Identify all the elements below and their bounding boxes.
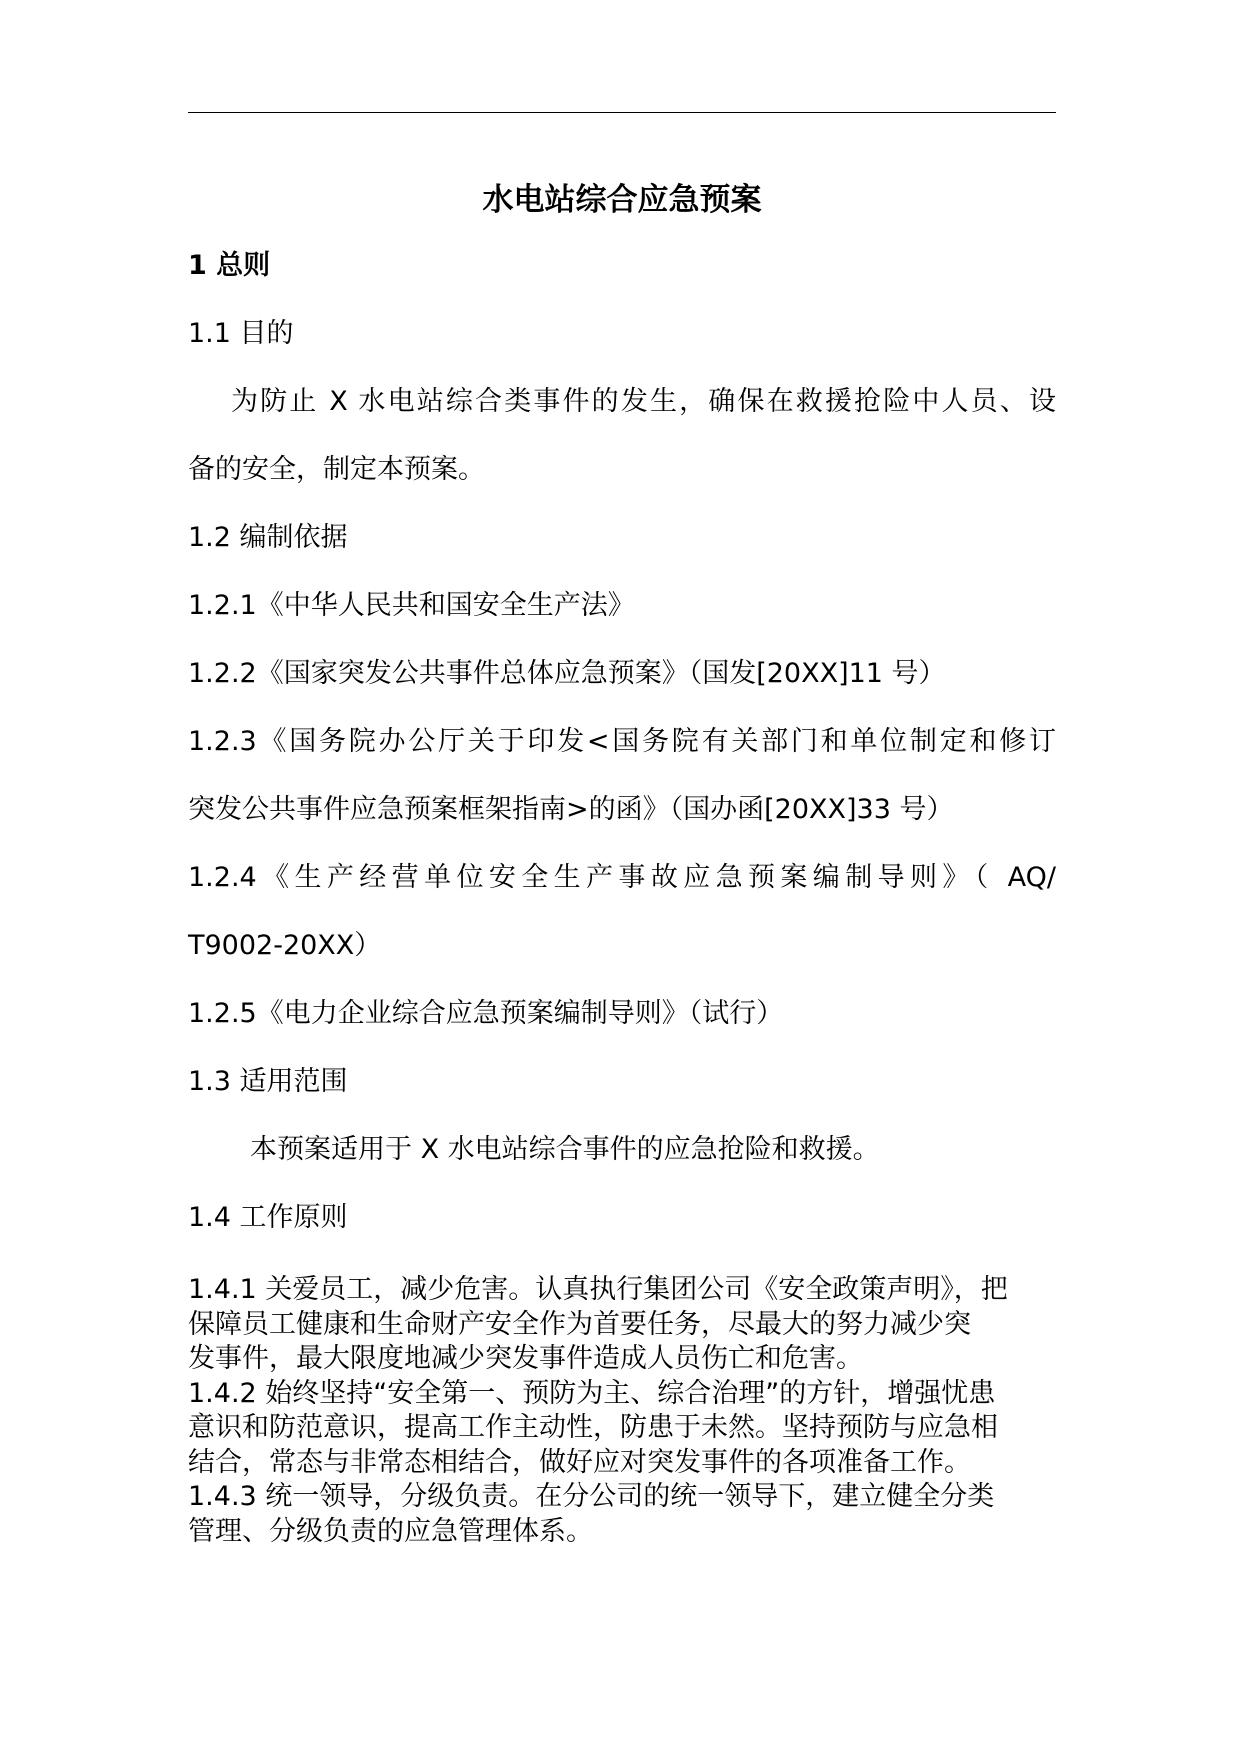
basis-item: 1.2.4《生产经营单位安全生产事故应急预案编制导则》（ AQ/ [188, 862, 1056, 893]
work-principles-block [188, 1273, 1056, 1549]
principle-line: 保障员工健康和生命财产安全作为首要任务，尽最大的努力减少突 [188, 1308, 971, 1340]
basis-item: 1.2.5《电力企业综合应急预案编制导则》（试行） [188, 998, 784, 1029]
principle-line: 1.4.1 关爱员工，减少危害。认真执行集团公司《安全政策声明》，把 [188, 1274, 1008, 1305]
principle-line: 结合，常态与非常态相结合，做好应对突发事件的各项准备工作。 [188, 1446, 971, 1478]
section-1-1-heading: 1.1 目的 [188, 318, 294, 349]
document-title: 水电站综合应急预案 [482, 182, 762, 218]
basis-item: 1.2.2《国家突发公共事件总体应急预案》（国发[20XX]11 号） [188, 658, 946, 689]
section-1-3-body: 本预案适用于 X 水电站综合事件的应急抢险和救援。 [250, 1134, 880, 1165]
section-1-3-heading: 1.3 适用范围 [188, 1066, 348, 1097]
principle-line: 意识和防范意识，提高工作主动性，防患于未然。坚持预防与应急相 [188, 1412, 998, 1443]
section-1-heading: 1 总则 [188, 250, 271, 281]
basis-item: 1.2.1《中华人民共和国安全生产法》 [188, 590, 635, 621]
section-1-4-heading: 1.4 工作原则 [188, 1202, 348, 1233]
principle-line: 1.4.3 统一领导，分级负责。在分公司的统一领导下，建立健全分类 [188, 1481, 995, 1512]
principle-line: 发事件，最大限度地减少突发事件造成人员伤亡和危害。 [188, 1343, 863, 1374]
section-1-1-body-line: 备的安全，制定本预案。 [188, 454, 485, 485]
principle-line: 1.4.2 始终坚持“安全第一、预防为主、综合治理”的方针，增强忧患 [188, 1377, 996, 1409]
section-1-2-heading: 1.2 编制依据 [188, 522, 348, 553]
principle-line: 管理、分级负责的应急管理体系。 [188, 1515, 593, 1547]
basis-item: 1.2.3《国务院办公厅关于印发<国务院有关部门和单位制定和修订 [188, 726, 1056, 757]
basis-item: T9002-20XX） [188, 930, 382, 961]
header-rule [188, 112, 1056, 113]
section-1-1-body-line: 为防止 X 水电站综合类事件的发生，确保在救援抢险中人员、设 [231, 386, 1056, 417]
basis-item: 突发公共事件应急预案框架指南>的函》（国办函[20XX]33 号） [188, 794, 954, 825]
